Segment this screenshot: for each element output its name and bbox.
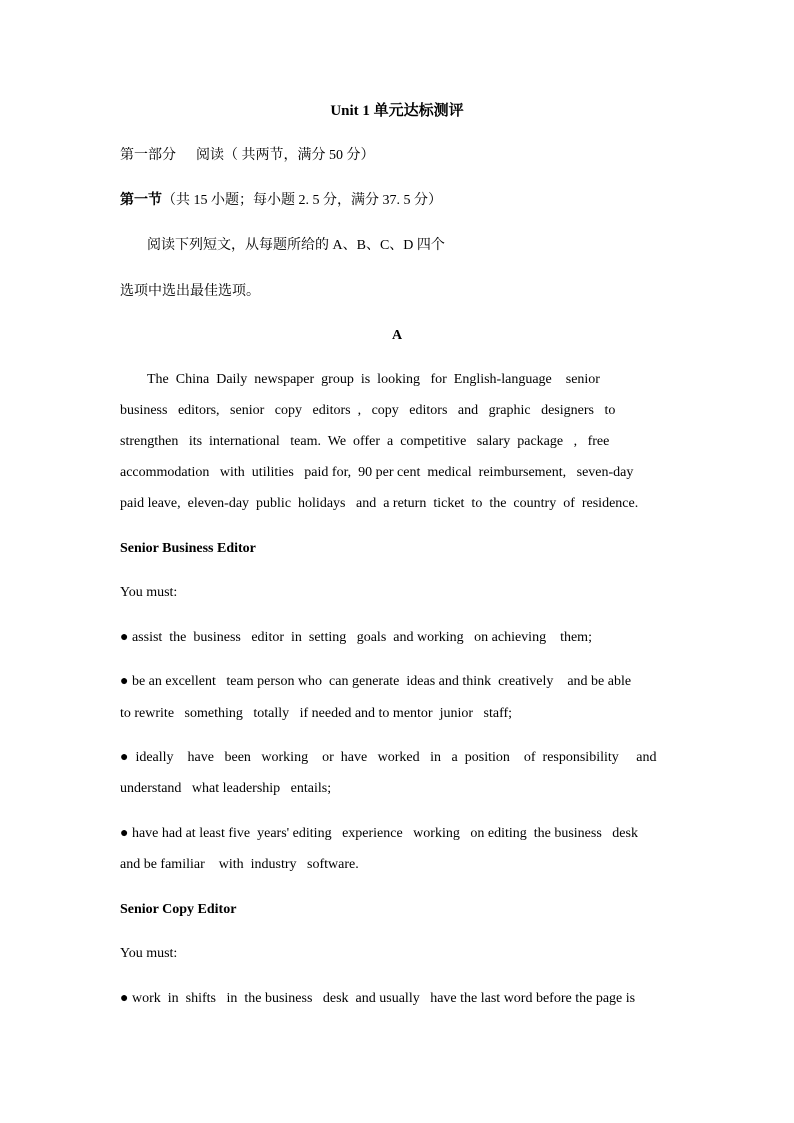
instruction-line-2: 选项中选出最佳选项。 (120, 284, 260, 299)
part-heading (120, 146, 673, 166)
intro-line: paid leave, eleven-day public holidays and a return ticket to the country of residence. (120, 496, 639, 511)
bullet-item-continuation: to rewrite something totally if needed and to mentor junior staff; (120, 706, 513, 721)
you-must-label: You must: (120, 585, 178, 600)
passage-label: A (391, 328, 403, 343)
instruction-line-1: 阅读下列短文，从每题所给的 A、B、C、D 四个 (147, 238, 445, 253)
intro-line: accommodation with utilities paid for, 90 per cent medical reimbursement, seven-day (120, 465, 634, 480)
bullet-item: ● ideally have been working or have worked in a position of responsibility and (120, 750, 657, 765)
you-must-label: You must: (120, 946, 178, 961)
bullet-item: ● work in shifts in the business desk and usually have the last word before the page is (120, 991, 636, 1006)
page-title: Unit 1 单元达标测评 (330, 103, 464, 119)
bullet-item: ● assist the business editor in setting goals and working on achieving them; (120, 630, 592, 645)
bullet-item: ● have had at least five years' editing experience working on editing the business desk (120, 826, 638, 841)
intro-line: The China Daily newspaper group is looking for English-language senior (147, 372, 600, 387)
section-label: 第一节 (120, 193, 162, 208)
bullet-item-continuation: and be familiar with industry software. (120, 857, 359, 872)
part-text: 阅读（ 共两节，满分 50 分） (196, 148, 375, 163)
section-title-senior-copy-editor: Senior Copy Editor (120, 902, 237, 917)
bullet-item: ● be an excellent team person who can generate ideas and think creatively and be able (120, 674, 632, 689)
section-text: （共 15 小题；每小题 2. 5 分，满分 37. 5 分） (162, 193, 442, 208)
intro-line: strengthen its international team. We offer a competitive salary package , free (120, 434, 610, 449)
bullet-item-continuation: understand what leadership entails; (120, 781, 332, 796)
intro-line: business editors, senior copy editors , copy editors and graphic designers to (120, 403, 616, 418)
part-label: 第一部分 (120, 148, 176, 163)
section-heading (120, 191, 673, 211)
section-title-senior-business-editor: Senior Business Editor (120, 541, 256, 556)
